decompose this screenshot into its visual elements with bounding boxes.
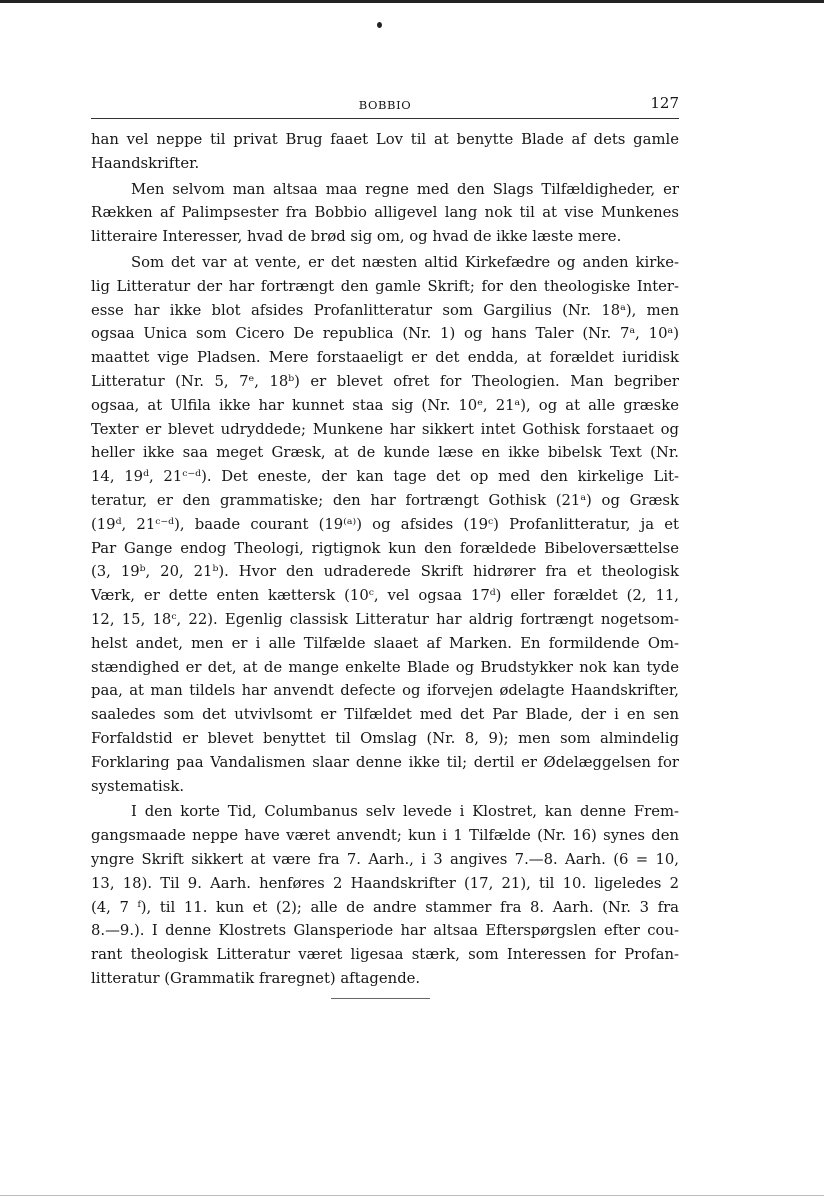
text-line: helst andet, men er i alle Tilfælde slaaet af Marken. En formildende Om- [91,634,679,652]
text-line: gangsmaade neppe have været anvendt; kun i 1 Tilfælde (Nr. 16) synes den [91,827,679,845]
text-line: systematisk. [91,777,185,795]
text-line: Haandskrifter. [91,154,200,172]
text-line: Forfaldstid er blevet benyttet til Omslag (Nr. 8, 9); men som almindelig [91,729,679,747]
text-line: yngre Skrift sikkert at være fra 7. Aarh., i 3 angives 7.—8. Aarh. (6 = 10, [91,850,679,868]
text-line: 13, 18). Til 9. Aarh. henføres 2 Haandskrifter (17, 21), til 10. ligeledes 2 [91,874,679,892]
paragraph [91,128,679,178]
text-line: 14, 19ᵈ, 21ᶜ⁻ᵈ). Det eneste, der kan tage det op med den kirkelige Lit- [91,468,679,486]
text-line: stændighed er det, at de mange enkelte Blade og Brudstykker nok kan tyde [91,658,679,676]
text-line: Rækken af Palimpsester fra Bobbio alligevel lang nok til at vise Munkenes [91,204,679,222]
page-header [91,94,679,120]
paragraph [91,178,679,251]
text-line: teratur, er den grammatiske; den har fortrængt Gothisk (21ᵃ) og Græsk [91,491,679,509]
page-bottom-edge [0,1195,824,1196]
text-line: esse har ikke blot afsides Profanlitteratur som Gargilius (Nr. 18ᵃ), men [91,301,679,319]
text-line: heller ikke saa meget Græsk, at de kunde læse en ikke bibelsk Text (Nr. [91,444,679,462]
text-line: ogsaa, at Ulfila ikke har kunnet staa sig (Nr. 10ᵉ, 21ᵃ), og at alle græske [91,396,679,414]
text-line: rant theologisk Litteratur været ligesaa stærk, som Interessen for Profan- [91,946,679,964]
text-line: (19ᵈ, 21ᶜ⁻ᵈ), baade courant (19⁽ᵃ⁾) og afsides (19ᶜ) Profanlitteratur, ja et [91,515,679,533]
text-line: saaledes som det utvivlsomt er Tilfældet med det Par Blade, der i en sen [91,706,679,724]
text-line: Værk, er dette enten kættersk (10ᶜ, vel ogsaa 17ᵈ) eller forældet (2, 11, [91,587,679,605]
text-line: Men selvom man altsaa maa regne med den Slags Tilfældigheder, er [131,180,679,198]
text-line: Litteratur (Nr. 5, 7ᵉ, 18ᵇ) er blevet ofret for Theologien. Man begriber [91,372,679,390]
paragraph [91,800,679,990]
text-line: maattet vige Pladsen. Mere forstaaeligt er det endda, at forældet iuridisk [91,349,679,367]
body-text [91,128,679,991]
text-line: Texter er blevet udryddede; Munkene har sikkert intet Gothisk forstaaet og [91,420,679,438]
text-line: Forklaring paa Vandalismen slaar denne ikke til; dertil er Ødelæggelsen for [91,753,679,771]
page-number: 127 [650,94,679,112]
header-rule [91,118,679,119]
text-line: litteraire Interesser, hvad de brød sig om, og hvad de ikke læste mere. [91,228,622,246]
text-line: (3, 19ᵇ, 20, 21ᵇ). Hvor den udraderede Skrift hidrører fra et theologisk [91,563,679,581]
paragraph [91,251,679,800]
running-title: BOBBIO [358,98,412,112]
text-line: 8.—9.). I denne Klostrets Glansperiode har altsaa Efterspørgslen efter cou- [91,922,679,940]
text-line: lig Litteratur der har fortrængt den gamle Skrift; for den theologiske Inter- [91,277,679,295]
text-line: Som det var at vente, er det næsten altid Kirkefædre og anden kirke- [131,253,679,271]
text-line: (4, 7 ᶠ), til 11. kun et (2); alle de andre stammer fra 8. Aarh. (Nr. 3 fra [91,898,679,916]
section-end-rule [331,998,430,999]
page-top-edge [0,0,824,3]
text-line: 12, 15, 18ᶜ, 22). Egenlig classisk Litteratur har aldrig fortrængt nogetsom- [91,610,679,628]
text-line: paa, at man tildels har anvendt defecte og iforvejen ødelagte Haandskrifter, [91,682,679,700]
text-line: litteratur (Grammatik fraregnet) aftagende. [91,969,421,987]
text-line: han vel neppe til privat Brug faaet Lov til at benytte Blade af dets gamle [91,131,679,148]
ink-speck [377,22,382,28]
text-line: I den korte Tid, Columbanus selv levede i Klostret, kan denne Frem- [131,803,679,821]
text-line: Par Gange endog Theologi, rigtignok kun den forældede Bibeloversættelse [91,539,679,557]
text-line: ogsaa Unica som Cicero De republica (Nr. 1) og hans Taler (Nr. 7ᵃ, 10ᵃ) [91,325,679,343]
